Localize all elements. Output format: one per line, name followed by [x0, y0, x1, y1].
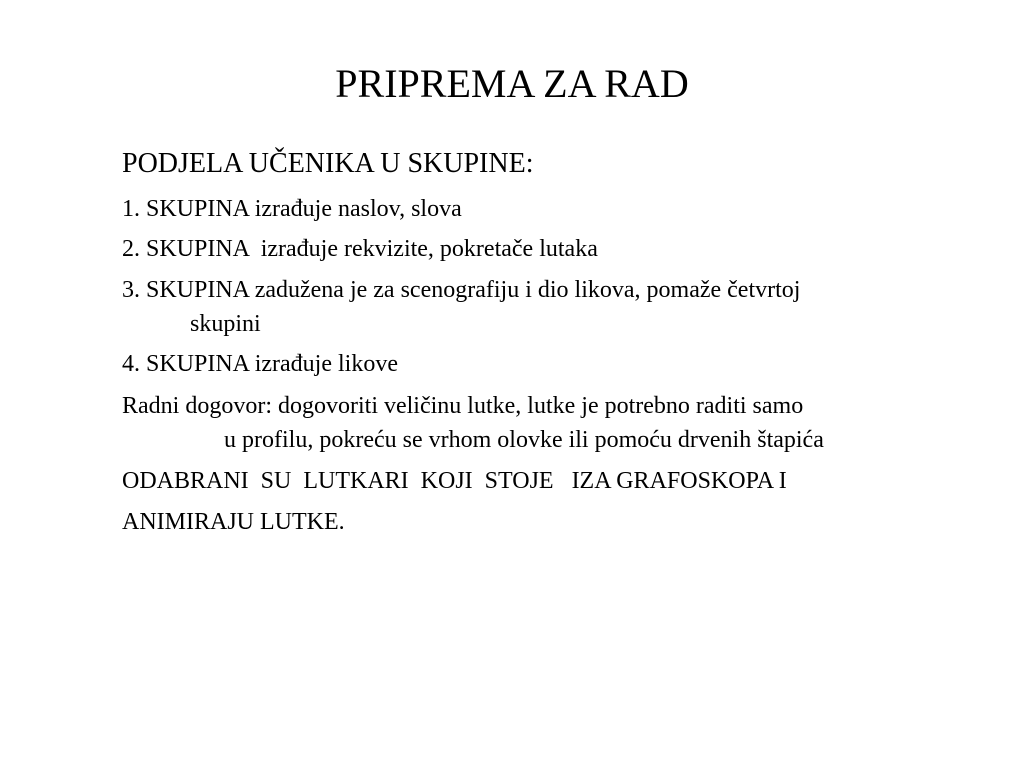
closing-line-2: ANIMIRAJU LUTKE. — [122, 509, 345, 535]
group-3-line: 3. SKUPINA zadužena je za scenografiju i dio likova, pomaže četvrtoj — [122, 277, 801, 303]
agreement-line-2: u profilu, pokreću se vrhom olovke ili pomoću drvenih štapića — [224, 427, 824, 453]
group-4-line: 4. SKUPINA izrađuje likove — [122, 351, 398, 377]
group-3-continuation: skupini — [190, 311, 261, 337]
closing-line-1: ODABRANI SU LUTKARI KOJI STOJE IZA GRAFOSKOPA I — [122, 468, 787, 494]
group-2-line: 2. SKUPINA izrađuje rekvizite, pokretače lutaka — [122, 236, 598, 262]
slide-title: PRIPREMA ZA RAD — [335, 61, 689, 106]
group-1-line: 1. SKUPINA izrađuje naslov, slova — [122, 196, 462, 222]
section-heading: PODJELA UČENIKA U SKUPINE: — [122, 148, 534, 179]
agreement-line-1: Radni dogovor: dogovoriti veličinu lutke, lutke je potrebno raditi samo — [122, 393, 804, 419]
